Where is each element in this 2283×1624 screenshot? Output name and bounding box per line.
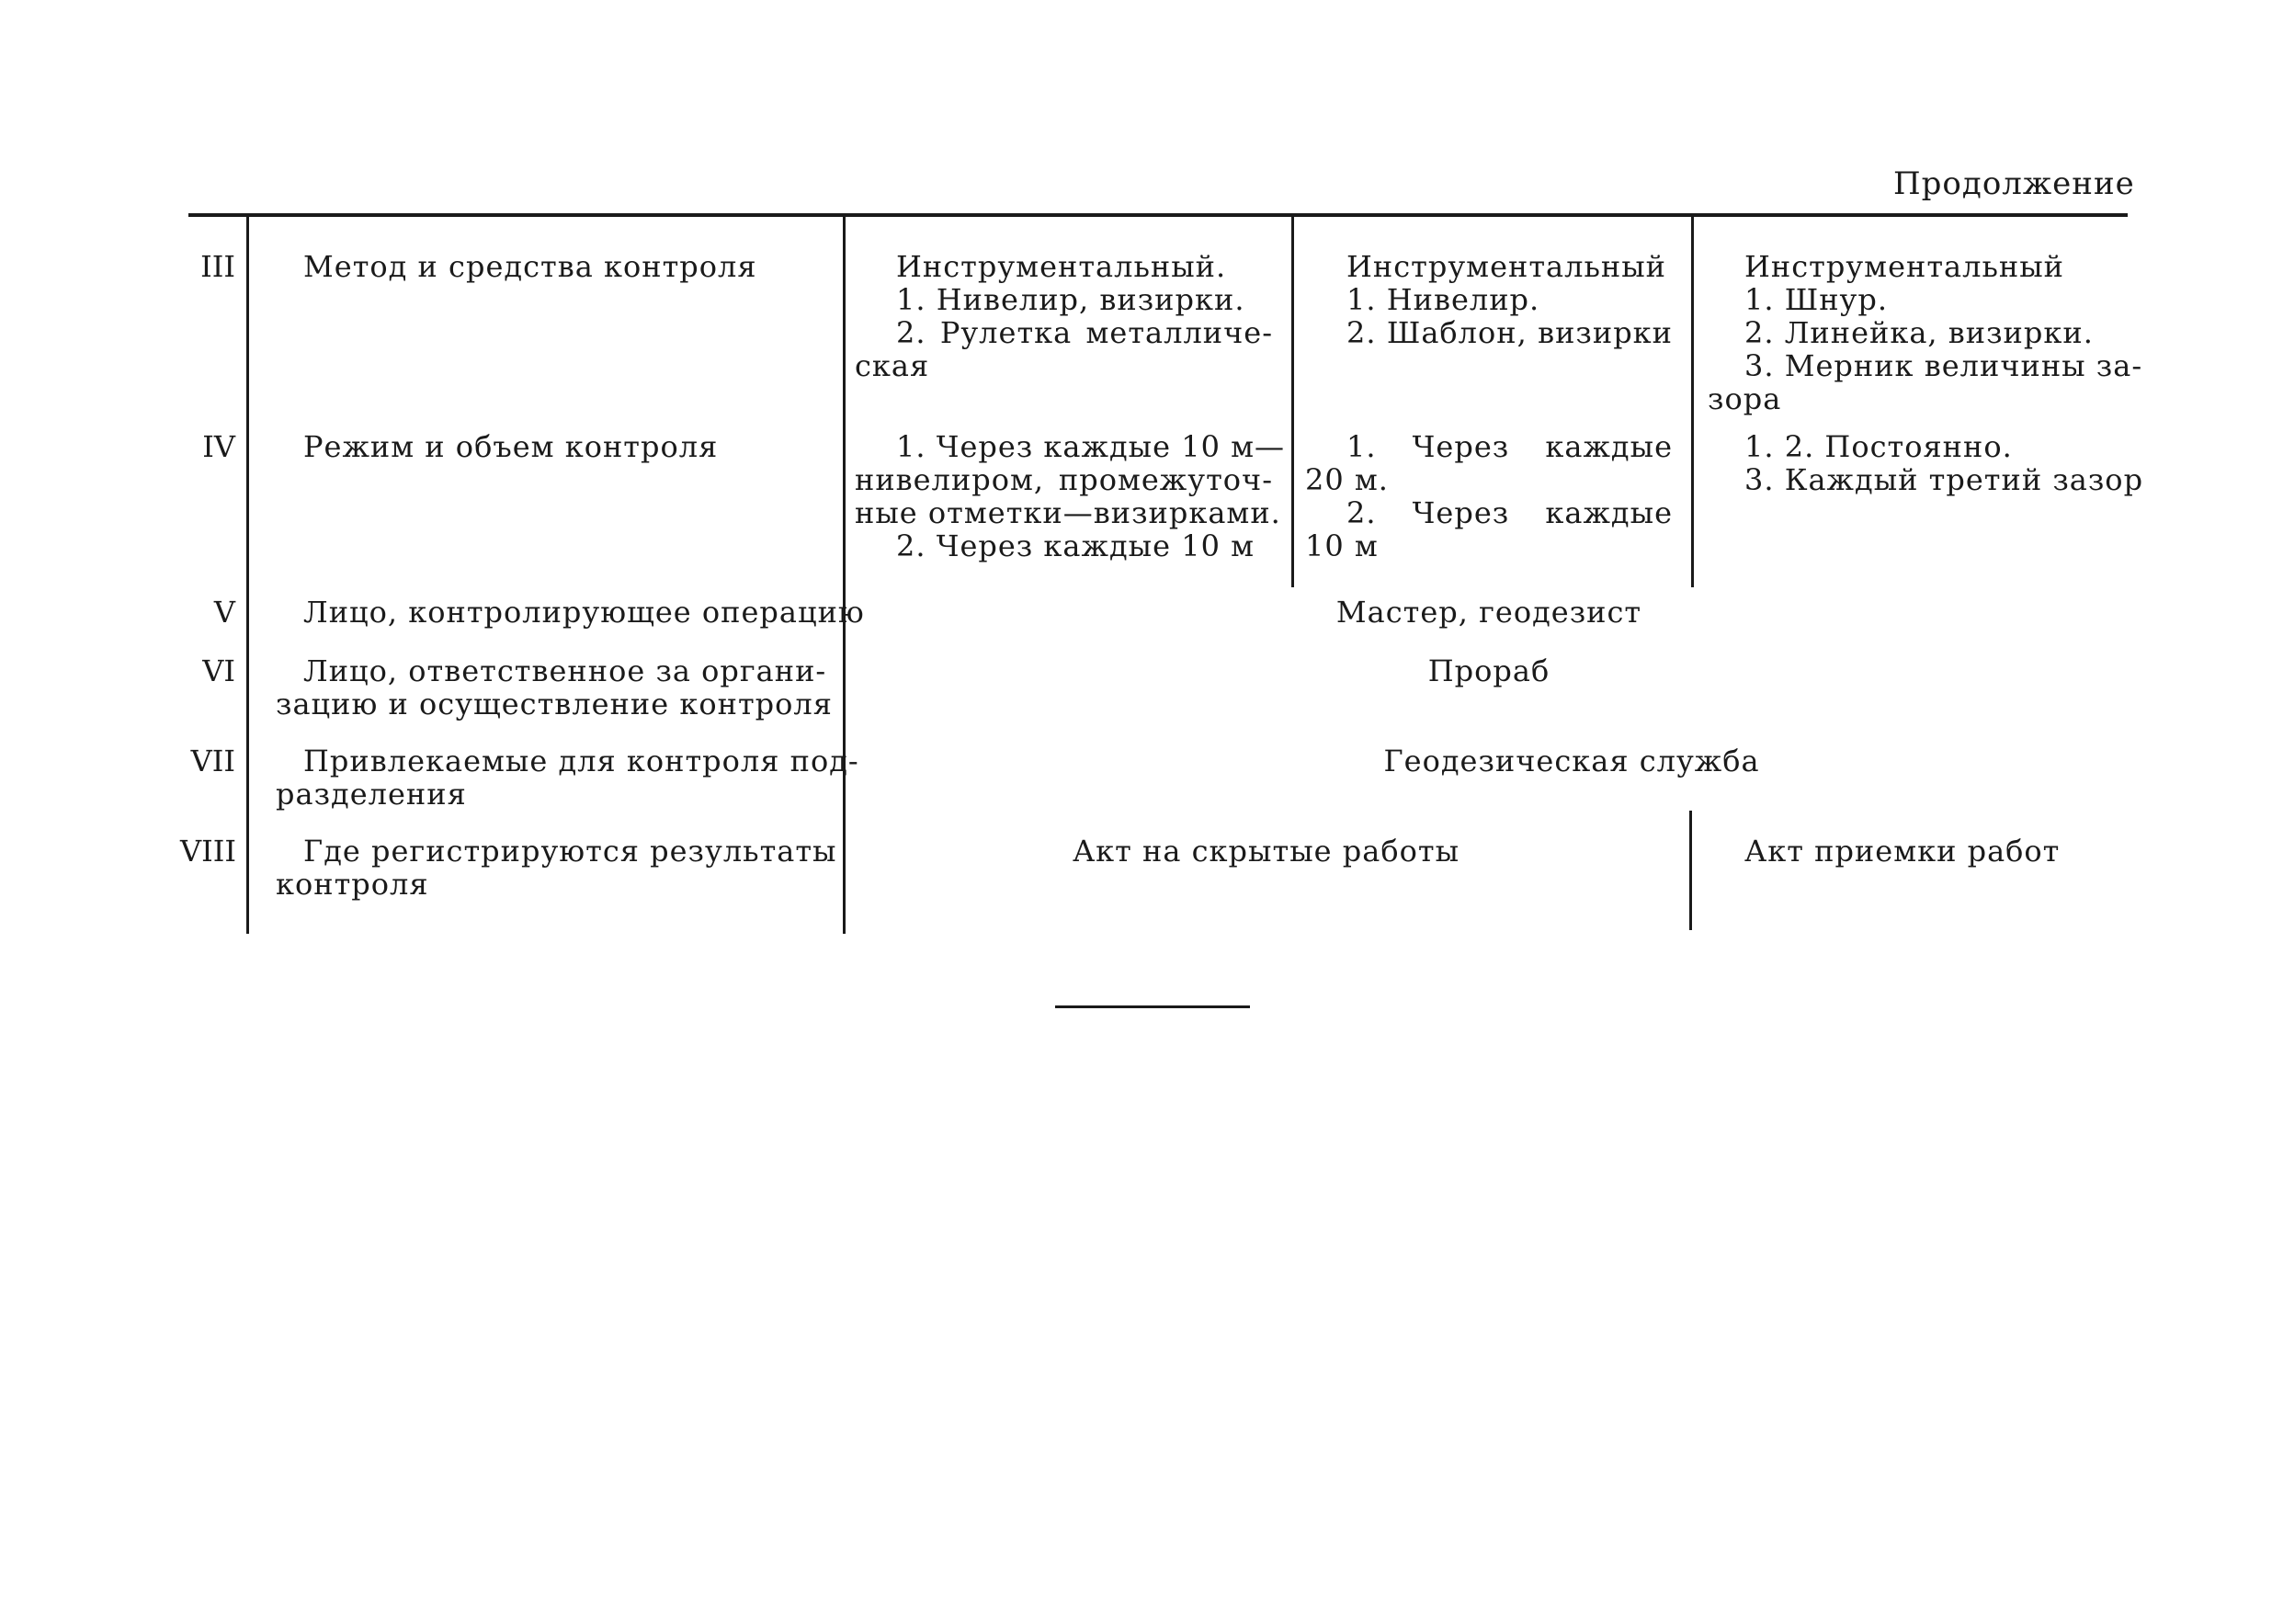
cell-col2: Инструментальный 1. Нивелир. 2. Шаблон, визирки [1346,249,1673,350]
cell-col1: 1. Через каждые 10 м— нивелиром, промежуточ- ные отметки—визирками. 2. Через каждые 10 м [855,429,1285,563]
row-number: V [213,595,235,630]
row-number: VII [190,744,235,778]
row-label: Режим и объем контроля [303,429,719,464]
cell-col3: Акт приемки работ [1744,834,2061,869]
rule-after-number [246,217,249,934]
continuation-label: Продолжение [1893,165,2135,202]
cell-merged: Мастер, геодезист [1335,595,1642,630]
row-label: Лицо, контролирующее операцию [303,595,865,630]
row-number: III [200,249,235,284]
cell-col3: 1. 2. Постоянно. 3. Каждый третий зазор [1744,429,2144,497]
table-top-rule [188,213,2128,217]
cell-merged: Прораб [1427,653,1550,688]
cell-col3: Инструментальный 1. Шнур. 2. Линейка, визирки. 3. Мерник величины за- зора [1708,249,2143,416]
cell-col12-merged: Акт на скрытые работы [1072,834,1460,869]
row-label: Где регистрируются результаты контроля [276,834,837,902]
row-label: Лицо, ответственное за органи- зацию и осуществление контроля [276,653,833,721]
rule-col2-col3-bottom [1689,811,1692,930]
cell-col2: 1. Через каждые 20 м. 2. Через каждые 10 м [1305,429,1673,563]
cell-merged: Геодезическая служба [1383,744,1760,778]
cell-col1: Инструментальный. 1. Нивелир, визирки. 2. Рулетка металличе- ская [855,249,1273,383]
row-label: Метод и средства контроля [303,249,757,284]
rule-col2-col3 [1691,217,1694,587]
row-number: IV [202,429,235,464]
rule-col1-col2 [1291,217,1294,587]
row-number: VI [202,653,235,688]
rule-after-label [843,217,846,934]
end-rule [1055,1005,1250,1008]
row-number: VIII [180,834,237,869]
row-label: Привлекаемые для контроля под- разделения [276,744,859,812]
